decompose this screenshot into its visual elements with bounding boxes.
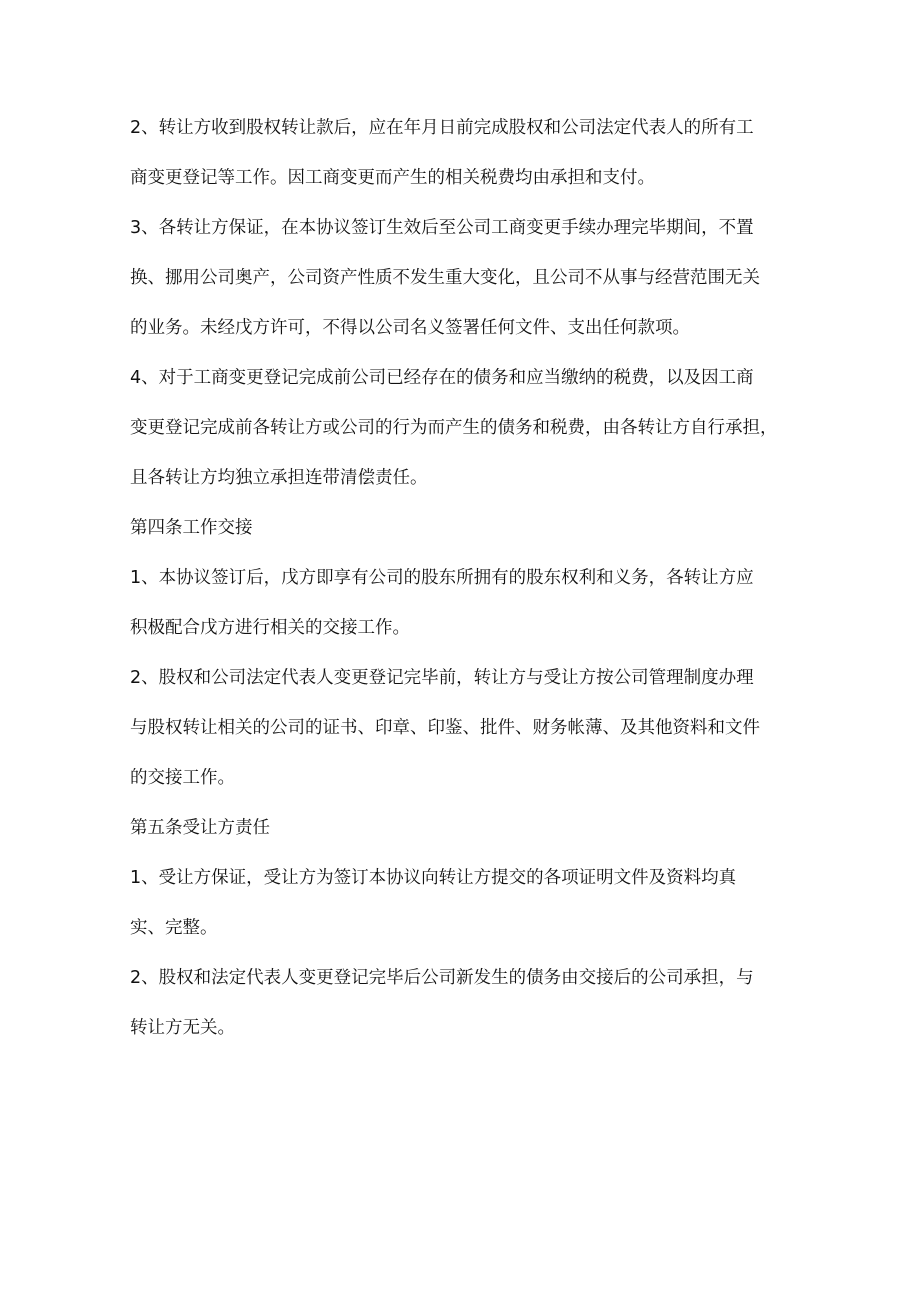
- paragraph-line: 3、各转让方保证，在本协议签订生效后至公司工商变更手续办理完毕期间，不置: [130, 218, 754, 238]
- paragraph-line: 1、受让方保证，受让方为签订本协议向转让方提交的各项证明文件及资料均真: [130, 868, 737, 888]
- section-heading-article-5: 第五条受让方责任: [130, 818, 270, 838]
- document-body: [130, 118, 810, 1068]
- paragraph-line: 转让方无关。: [130, 1018, 235, 1038]
- paragraph-line: 且各转让方均独立承担连带清偿责任。: [130, 468, 428, 488]
- paragraph-line: 换、挪用公司奥产，公司资产性质不发生重大变化，且公司不从事与经营范围无关: [130, 268, 760, 288]
- paragraph-line: 1、本协议签订后，戊方即享有公司的股东所拥有的股东权利和义务，各转让方应: [130, 568, 754, 588]
- paragraph-line: 2、股权和公司法定代表人变更登记完毕前，转让方与受让方按公司管理制度办理: [130, 668, 754, 688]
- paragraph-line: 2、股权和法定代表人变更登记完毕后公司新发生的债务由交接后的公司承担，与: [130, 968, 754, 988]
- paragraph-line: 积极配合戊方进行相关的交接工作。: [130, 618, 410, 638]
- paragraph-line: 的交接工作。: [130, 768, 235, 788]
- paragraph-line: 的业务。未经戊方许可，不得以公司名义签署任何文件、支出任何款项。: [130, 318, 690, 338]
- paragraph-line: 商变更登记等工作。因工商变更而产生的相关税费均由承担和支付。: [130, 168, 655, 188]
- section-heading-article-4: 第四条工作交接: [130, 518, 253, 538]
- paragraph-line: 变更登记完成前各转让方或公司的行为而产生的债务和税费，由各转让方自行承担，: [130, 418, 778, 438]
- paragraph-line: 与股权转让相关的公司的证书、印章、印鉴、批件、财务帐薄、及其他资料和文件: [130, 718, 760, 738]
- paragraph-line: 4、对于工商变更登记完成前公司已经存在的债务和应当缴纳的税费，以及因工商: [130, 368, 754, 388]
- paragraph-line: 2、转让方收到股权转让款后，应在年月日前完成股权和公司法定代表人的所有工: [130, 118, 754, 138]
- paragraph-line: 实、完整。: [130, 918, 218, 938]
